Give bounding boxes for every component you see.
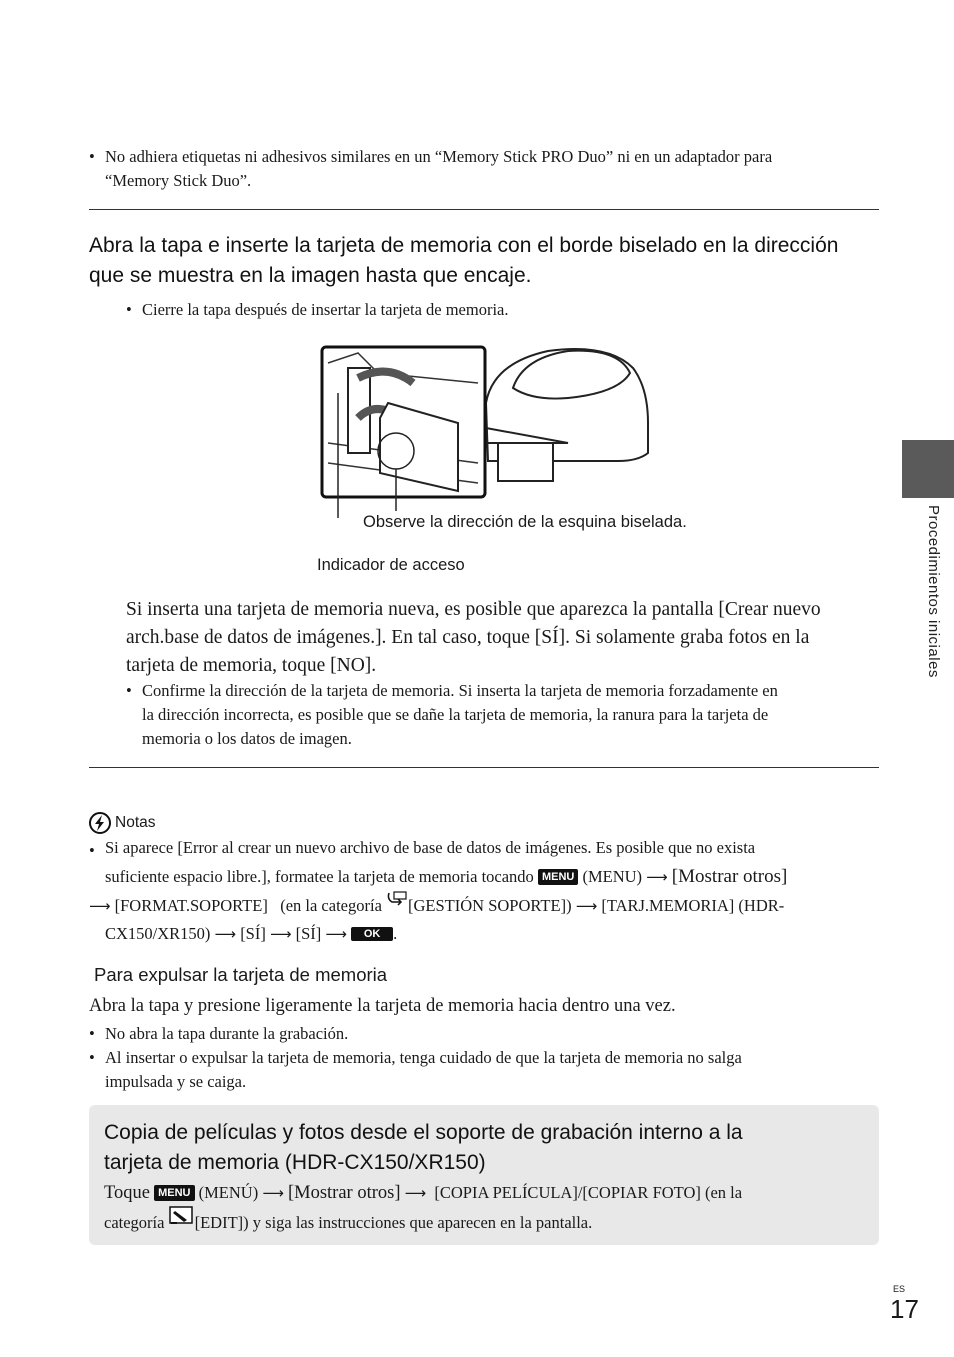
copy-line1-c: [Mostrar otros] (287, 1183, 401, 1203)
arrow-icon: ⟶ (262, 1184, 284, 1202)
notes-line4-end: . (393, 924, 398, 943)
copy-line1-b: (MENÚ) (198, 1183, 259, 1202)
step-bullet2 (126, 679, 778, 751)
bullet-dot: • (126, 681, 132, 700)
menu-icon: MENU (538, 869, 578, 885)
card-insertion-illustration (318, 343, 658, 518)
bullet-dot: • (89, 1048, 95, 1067)
copy-heading (104, 1118, 743, 1178)
copy-line1-d: [COPIA PELÍCULA]/[COPIAR FOTO] (en la (434, 1183, 743, 1202)
step-heading (89, 231, 838, 291)
notes-line2 (105, 863, 879, 891)
step-bullet2-line3: memoria o los datos de imagen. (142, 729, 352, 748)
copy-heading-line1: Copia de películas y fotos desde el soporte de grabación interno a la (104, 1121, 743, 1144)
copy-line1-a: Toque (104, 1183, 150, 1203)
notes-line3-b: (en la categoría (280, 896, 382, 915)
top-bullet (89, 145, 772, 193)
eject-bullet2-line2: impulsada y se caiga. (105, 1072, 247, 1091)
notes-line2-b: (MENU) (582, 867, 643, 886)
notes-line3-c: [GESTIÓN SOPORTE]) (408, 896, 572, 915)
bullet-dot: • (89, 841, 95, 860)
arrow-icon: ⟶ (646, 868, 668, 886)
bullet-dot: • (126, 300, 132, 319)
copy-line1 (104, 1180, 864, 1206)
callout-indicator: Indicador de acceso (317, 556, 465, 574)
divider (89, 209, 879, 210)
section-tab-label: Procedimientos iniciales (925, 505, 942, 678)
copy-instructions (104, 1180, 864, 1236)
eject-bullet1 (89, 1022, 348, 1046)
step-paragraph-line1: Si inserta una tarjeta de memoria nueva, es posible que aparezca la pantalla [Crear nuevo (126, 599, 821, 620)
notes-line4-b: [SÍ] (240, 924, 266, 943)
menu-icon: MENU (154, 1185, 194, 1201)
arrow-icon: ⟶ (575, 897, 598, 915)
eject-bullet2-line1: Al insertar o expulsar la tarjeta de memoria, tenga cuidado de que la tarjeta de memoria no salga (105, 1048, 742, 1067)
bullet-dot: • (89, 147, 95, 166)
step-bullet2-line2: la dirección incorrecta, es posible que se dañe la tarjeta de memoria, la ranura para la tarjeta de (142, 705, 769, 724)
notes-line3-a: [FORMAT.SOPORTE] (114, 896, 268, 915)
copy-heading-line2: tarjeta de memoria (HDR-CX150/XR150) (104, 1151, 486, 1174)
step-paragraph (126, 596, 821, 680)
step-paragraph-line3: tarjeta de memoria, toque [NO]. (126, 655, 377, 676)
eject-paragraph: Abra la tapa y presione ligeramente la tarjeta de memoria hacia dentro una vez. (89, 996, 676, 1016)
eject-bullet2 (89, 1046, 742, 1094)
edit-icon (169, 1206, 195, 1226)
top-bullet-line1: No adhiera etiquetas ni adhesivos similares en un “Memory Stick PRO Duo” ni en un adaptador para (105, 147, 773, 166)
callout-corner: Observe la dirección de la esquina biselada. (363, 513, 687, 531)
step-heading-line2: que se muestra en la imagen hasta que encaje. (89, 264, 532, 287)
divider (89, 767, 879, 768)
notes-line3-d: [TARJ.MEMORIA] (HDR- (601, 896, 785, 915)
notes-line2-a: suficiente espacio libre.], formatee la tarjeta de memoria tocando (105, 867, 534, 886)
notes-icon (89, 812, 111, 834)
page-number: 17 (890, 1294, 919, 1324)
arrow-icon: ⟶ (214, 925, 237, 943)
arrow-icon: ⟶ (404, 1184, 427, 1202)
notes-line2-c: [Mostrar otros] (671, 866, 788, 887)
notes-title: Notas (115, 814, 156, 831)
arrow-icon: ⟶ (89, 897, 111, 915)
notes-line3 (89, 891, 879, 920)
eject-title: Para expulsar la tarjeta de memoria (94, 964, 388, 985)
notes-header (89, 812, 156, 836)
step-paragraph-line2: arch.base de datos de imágenes.]. En tal caso, toque [SÍ]. Si solamente graba fotos en la (126, 627, 810, 648)
step-bullet-text: Cierre la tapa después de insertar la tarjeta de memoria. (142, 300, 509, 319)
copy-line2 (104, 1206, 864, 1236)
footer-lang: ES (893, 1284, 906, 1294)
step-bullet (126, 298, 509, 322)
notes-line4-c: [SÍ] (295, 924, 322, 943)
media-management-icon (386, 891, 408, 907)
notes-bullet (89, 837, 879, 948)
eject-bullet1-text: No abra la tapa durante la grabación. (105, 1024, 349, 1043)
notes-line4 (89, 920, 879, 948)
top-bullet-line2: “Memory Stick Duo”. (105, 171, 252, 190)
section-tab-marker (902, 440, 954, 498)
copy-line2-b: [EDIT]) y siga las instrucciones que aparecen en la pantalla. (194, 1213, 593, 1232)
bullet-dot: • (89, 1024, 95, 1043)
notes-line4-a: CX150/XR150) (105, 924, 211, 943)
arrow-icon: ⟶ (325, 925, 347, 943)
ok-icon: OK (351, 927, 393, 941)
notes-line1: Si aparece [Error al crear un nuevo archivo de base de datos de imágenes. Es posible que no exista (105, 838, 756, 857)
step-heading-line1: Abra la tapa e inserte la tarjeta de memoria con el borde biselado en la dirección (89, 234, 839, 257)
arrow-icon: ⟶ (269, 925, 292, 943)
step-bullet2-line1: Confirme la dirección de la tarjeta de memoria. Si inserta la tarjeta de memoria forzadamente en (142, 681, 778, 700)
copy-line2-a: categoría (104, 1213, 165, 1232)
